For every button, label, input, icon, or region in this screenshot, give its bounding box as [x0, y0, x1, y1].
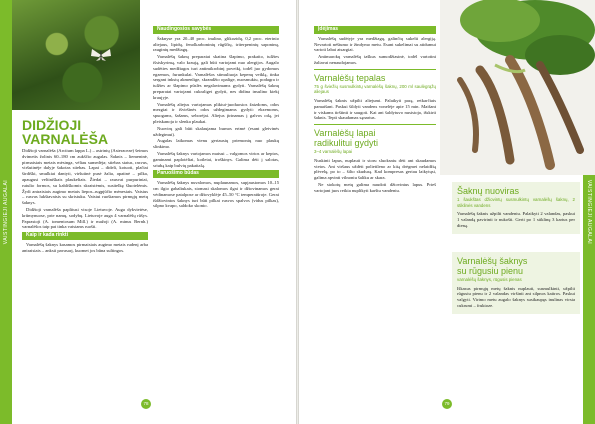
recipe-ingredients: 1 šaukštas džiovintų susmulkintų varnalėšų šaknų, 2 stiklinės vandens — [457, 197, 575, 208]
burdock-flower-photo — [12, 0, 140, 110]
page-number-right: 79 — [442, 399, 452, 409]
recipe-instructions-2: Ne stokotų metų galima naudoti džiovintus lapus. Prieš vartojant juos reikia nuplikyti karštu vandeniu. — [314, 181, 436, 193]
recipe-instructions: Varnalėšų šaknis užpilti aliejumi. Palaikyti parą, retkarčiais pamaišant. Paskui šildyti vandens vonelėje apie 15 min. Maišant ir viskams tirštinti ir saugoti. Kai ant šaldytuvo nusistoja, išskirti šaknis. Tepti skaudamas sąnarius. — [314, 97, 436, 121]
recipe-ingredients: 75 g šviežių susmulkintų varnalėšų šaknų, 200 ml saulėgrąžų aliejaus — [314, 83, 436, 95]
recipe-decoction — [457, 186, 575, 229]
burdock-root-illustration — [440, 0, 595, 175]
recipe-instructions: Iškasus pirmųjų metų šaknis nuplauti, susmulkinti, užpilti rūgusiu pienu ir 2 valandas viršinti ant silpnos kaitros. Paskui valgyti. Virimo metu augalo šaknys susikaupęs inulinas virsta cukrumi – fruktoze. — [457, 285, 575, 308]
left-side-label: VAISTINGIEJI AUGALAI — [3, 179, 9, 245]
recipe-title: Varnalėšų lapai — [314, 128, 376, 139]
butterfly-icon — [90, 48, 112, 62]
page-number-left: 78 — [141, 399, 151, 409]
benefits-paragraph-2: Varnalėšų šaknų preparatai skatina šlapimo, prakaito, tulžies išsiskyrimą, valo kraują, gali būti vartojami nuo alergijos. Augalo sudėties medžiagos turi antimikrobinį poveikį, todėl juo gydomos egzemos, furunkulai. Varnalėšos stimuliuoja kepenų veiklą, tinka sergant inkstų akmenlige, skrandžio opalige, nuosmukiu, podagra ir tulžies ar šlapimo pūslės negalavimams gydyti. Varnalėšų šaknų preparatai vartojami cukraligei gydyti, nes didina insulino kiekį kraujyje. — [153, 54, 279, 100]
benefits-paragraph-4: Nuovirų gali būti skalaujama burnos ertmė (esant gleivinės uždegimui). — [153, 125, 279, 137]
benefits-paragraph-1: Šaknyse yra 20–40 proc. inulino, glikozidų, 0,2 proc. eterinio aliejaus, lipidų, fenolkarboninių rūgščių, triterpeninių saponinų, rauginių medžiagų. — [153, 35, 279, 53]
right-column-1 — [314, 24, 436, 195]
preparation-paragraph: Varnalėšų šaknys nuvalomos, nuplaunamos, supjaustomos 10–15 cm ilgio gabaliukais, stomasi skalomos ilgai ir džiovinamos gerai vėdinamose patalpose ar džiovyklėje 45–50 °C temperatūroje. Gerai išdžiovintos šaknys turi būti pilkai rusvos spalvos (vidus pilkas), silpno kvapo, saldoko skonio. — [153, 180, 279, 209]
benefits-heading: Naudingosios savybės — [153, 26, 279, 34]
left-side-tab — [0, 0, 12, 424]
recipe-title: Varnalėšų šaknys — [457, 256, 528, 266]
recipe-title: Varnalėšų tepalas — [314, 72, 386, 83]
collection-paragraph: Varnalėšų šaknys kasamos pirmaisiais augimo metais rudenį arba antraisiais – anksti pavasarį, kuomet jos būna sultingos. — [22, 241, 148, 253]
title-line-1: DIDŽIOJI — [22, 117, 82, 133]
title-line-2: VARNALĖŠA — [22, 131, 109, 147]
burdock-root-photo — [440, 0, 595, 175]
collection-heading: Kaip ir kada rinkti — [22, 232, 148, 240]
left-column-1 — [22, 148, 148, 255]
recipe-panel-sour-milk — [452, 252, 580, 314]
description-paragraph: Didžioji varnalėša (Arctium lappa L.) – astrinių (Asteraceae) šeimos dvimetis žolinis 60–180 cm aukščio augalas. Šaknis – liemeninė, pirmaisiais metais mėsinga, vėliau sumedėja; stiebas status, rasvus, viršutinėje dalyje šakotas stiebas. Lapai – dideli, kotuoti, plačiai širdiški, smulkiai dantyti, viršutinė pusė žalia, apatinė – pilka, apaugusi veltiniškais plaukeliais. Žiedai – rausvai purpuriniai, rutulio formos, su kabliškomis skraistėmis, susitelkę šluotelėmis. Žydi antraisiais augimo metais liepos–rugpjūčio mėnesiais. Vaisius – rusvas lukštavaisis su skristuku. Vaistui ruošiamos pirmųjų metų šaknys. — [22, 148, 148, 206]
recipe-ingredients: varnalėšų šaknys, rūgusis pienas — [457, 277, 522, 282]
warning-heading: Įdėjimas — [314, 26, 436, 34]
distribution-paragraph: Didžioji varnalėša paplitusi visoje Lietuvoje. Auga dykvietėse, krūmynuose, prie namų, sodybų. Lietuvoje auga 4 varnalėšų rūšys. Paprastoji (A. tomentosum Mill.) ir mažoji (A. minus Bernh.) varnalėšos taip pat tinka vaistams ruošti. — [22, 206, 148, 230]
section-divider — [314, 124, 436, 125]
recipe-leaves — [314, 128, 436, 193]
warning-paragraph-2: Antimarokų varnalėšų taškus sumodžiasinė, todėl vartotini žaliavai nenaudojamos. — [314, 54, 436, 65]
benefits-paragraph-6: Varnalėšų šaknys vartojamos maisui – valgomos virtos ar keptos, gaminami paplotėliai, kotletai, troškinys. Galima dėti į salotas, sriubą kaip bulvių pakaitalą. — [153, 150, 279, 168]
warning-paragraph-1: Varnalėšų sudėtyje yra medžiagų, galinčių sukelti alergiją. Nevartoti nėštumo ir žindymo metu. Esant sukelimai su atidumui vartoti labai atsargiai. — [314, 35, 436, 53]
recipe-instructions: Varnalėšų šaknis užpilti vandeniu. Palaikyti 2 valandas, paskui 1 valandą pavirinti ir nukošti. Gerti po 1 stiklinę 3 kartus per dieną. — [457, 211, 575, 228]
recipe-title-line-2: radikulitui gydyti — [314, 138, 379, 149]
preparation-heading: Paruošimo būdas — [153, 170, 279, 178]
recipe-instructions: Nuskinti lapus, nuplauti ir storu sluoksniu dėti ant skaudamos vietos. Ant viršaus uždėti polietileno ar kitą drėgmei nelaidžią plėvelę, po to – šilto skudurą. Kad kompresas geriau laikytųsi, galima apvinti vilnoniu šaliku ar skara. — [314, 157, 436, 181]
benefits-paragraph-3: Varnalėšų aliejus vartojamas plikiui-juoduosios žaizdoms, odos mezgiai ir išviršinės odos uždegimams gydyti: ekzemoms, spuogams, šašams, seborėjai. Aliejus įtrinamas į galvos odą, jei pleiskanoja ir slenka plaukai. — [153, 101, 279, 124]
recipe-sour-milk — [457, 256, 575, 309]
page-title — [22, 118, 108, 146]
recipe-panel-decoction — [452, 182, 580, 234]
recipe-ingredients: 3–4 varnalėšų lapai — [314, 149, 353, 155]
recipe-title-line-2: su rūgusiu pienu — [457, 266, 524, 276]
right-side-label: VAISTINGIEJI AUGALAI — [586, 179, 592, 245]
section-divider — [314, 69, 436, 70]
recipe-ointment — [314, 73, 436, 121]
recipe-title: Šaknų nuoviras — [457, 186, 520, 196]
benefits-paragraph-5: Augalas laikomas vienu geriausių priemonių nuo plaukų slinkimo. — [153, 138, 279, 150]
left-page — [0, 0, 296, 424]
left-column-2 — [153, 24, 279, 210]
